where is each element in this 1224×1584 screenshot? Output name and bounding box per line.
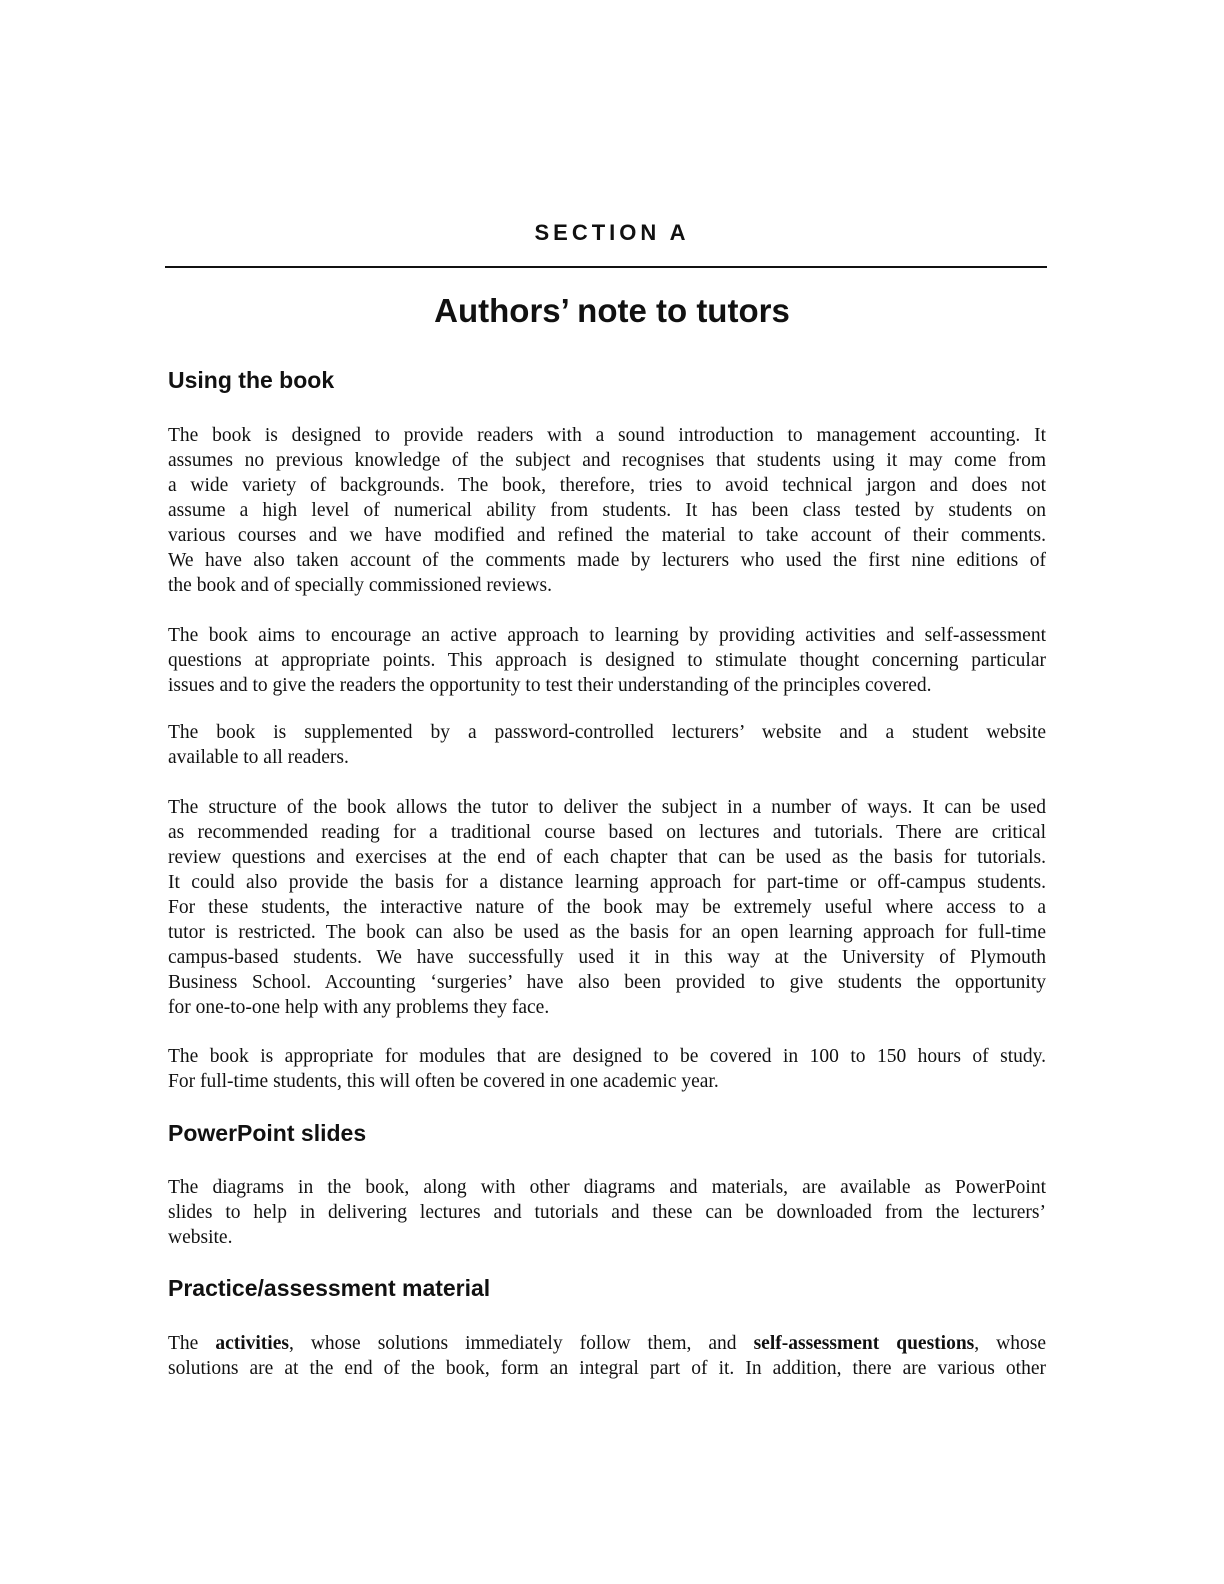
paragraph bbox=[168, 1044, 1046, 1094]
bold-term-self-assessment: self-assessment questions bbox=[753, 1333, 975, 1354]
text-line: For full-time students, this will often be covered in one academic year. bbox=[168, 1071, 719, 1092]
heading-using-the-book: Using the book bbox=[168, 367, 335, 393]
text-line: tutor is restricted. The book can also be used as the basis for an open learning approach for full-time bbox=[168, 922, 1046, 943]
text-line: website. bbox=[168, 1227, 233, 1248]
paragraph bbox=[168, 795, 1046, 1020]
paragraph bbox=[168, 1175, 1046, 1250]
text: The bbox=[168, 1333, 216, 1354]
text: , whose bbox=[974, 1333, 1046, 1354]
paragraph bbox=[168, 423, 1046, 598]
bold-term-activities: activities bbox=[215, 1333, 289, 1354]
text: , whose solutions immediately follow them, and bbox=[288, 1333, 754, 1354]
text-line: For these students, the interactive nature of the book may be extremely useful where access to a bbox=[168, 897, 1046, 918]
paragraph bbox=[168, 1331, 1046, 1381]
text-line: Business School. Accounting ‘surgeries’ have also been provided to give students the opportunity bbox=[168, 972, 1046, 993]
heading-practice-assessment: Practice/assessment material bbox=[168, 1275, 491, 1301]
text-line: review questions and exercises at the end of each chapter that can be used as the basis for tutorials. bbox=[168, 847, 1046, 868]
text-line: solutions are at the end of the book, form an integral part of it. In addition, there are various other bbox=[168, 1358, 1046, 1379]
text-line: for one-to-one help with any problems they face. bbox=[168, 997, 550, 1018]
text-line: slides to help in delivering lectures and tutorials and these can be downloaded from the lecturers’ bbox=[168, 1202, 1046, 1223]
text-line: a wide variety of backgrounds. The book, therefore, tries to avoid technical jargon and does not bbox=[168, 475, 1046, 496]
text-line: as recommended reading for a traditional course based on lectures and tutorials. There are critical bbox=[168, 822, 1046, 843]
text-line: The book is supplemented by a password-controlled lecturers’ website and a student website bbox=[168, 722, 1046, 743]
divider bbox=[165, 266, 1047, 268]
text-line bbox=[168, 1331, 1046, 1356]
text-line: the book and of specially commissioned reviews. bbox=[168, 575, 552, 596]
page-title: Authors’ note to tutors bbox=[434, 292, 790, 329]
heading-powerpoint-slides: PowerPoint slides bbox=[168, 1120, 367, 1146]
text-line: assume a high level of numerical ability from students. It has been class tested by students on bbox=[168, 500, 1046, 521]
text-line: campus-based students. We have successfully used it in this way at the University of Plymouth bbox=[168, 947, 1046, 968]
text-line: various courses and we have modified and refined the material to take account of their comments. bbox=[168, 525, 1046, 546]
text-line: available to all readers. bbox=[168, 747, 349, 768]
text-line: The book aims to encourage an active approach to learning by providing activities and self-assessment bbox=[168, 625, 1046, 646]
text-line: The book is appropriate for modules that are designed to be covered in 100 to 150 hours of study. bbox=[168, 1046, 1046, 1067]
paragraph bbox=[168, 720, 1046, 770]
text-line: The diagrams in the book, along with other diagrams and materials, are available as PowerPoint bbox=[168, 1177, 1046, 1198]
text-line: assumes no previous knowledge of the subject and recognises that students using it may come from bbox=[168, 450, 1046, 471]
paragraph bbox=[168, 623, 1046, 698]
text-line: The book is designed to provide readers with a sound introduction to management accounting. It bbox=[168, 425, 1046, 446]
text-line: issues and to give the readers the opportunity to test their understanding of the principles covered. bbox=[168, 675, 932, 696]
text-line: The structure of the book allows the tutor to deliver the subject in a number of ways. It can be used bbox=[168, 797, 1046, 818]
text-line: questions at appropriate points. This approach is designed to stimulate thought concerning particular bbox=[168, 650, 1046, 671]
section-label: SECTION A bbox=[534, 220, 690, 245]
text-line: It could also provide the basis for a distance learning approach for part-time or off-campus students. bbox=[168, 872, 1046, 893]
text-line: We have also taken account of the comments made by lecturers who used the first nine editions of bbox=[168, 550, 1046, 571]
